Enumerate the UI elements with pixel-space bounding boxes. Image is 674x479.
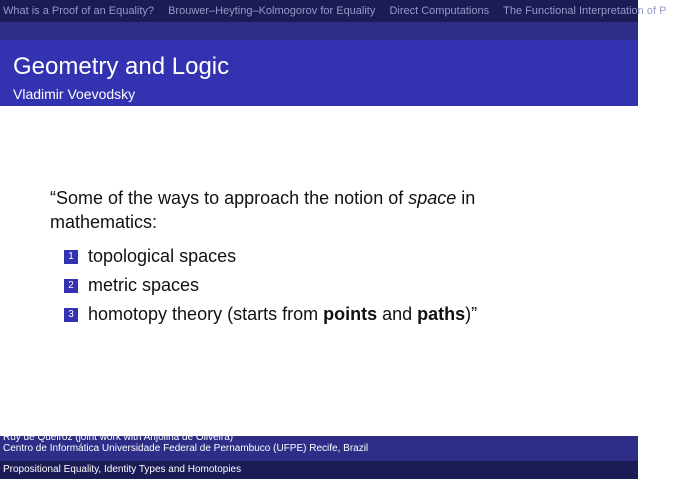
item-number-badge: 3: [64, 308, 78, 322]
list-item: [64, 242, 477, 271]
item-text-post: )”: [465, 304, 478, 324]
list-item: [64, 271, 477, 300]
item-text: metric spaces: [88, 275, 200, 295]
footer-title-bar: [0, 461, 638, 479]
footer-talk-title: Propositional Equality, Identity Types and Homotopies: [3, 464, 242, 475]
nav-item-bhk-for-equality[interactable]: Brouwer–Heyting–Kolmogorov for Equality: [168, 5, 376, 17]
item-number-badge: 2: [64, 279, 78, 293]
item-text-pre: homotopy theory (starts from: [88, 304, 324, 324]
item-text: topological spaces: [88, 246, 237, 266]
nav-item-proof-of-equality[interactable]: What is a Proof of an Equality?: [3, 5, 155, 17]
nav-item-functional-interpretation[interactable]: The Functional Interpretation of P: [503, 5, 667, 17]
quote-intro-emphasis: space: [408, 188, 457, 208]
quote-intro: [50, 186, 570, 234]
footer-affiliation: Centro de Informática Universidade Federal de Pernambuco (UFPE) Recife, Brazil: [3, 443, 369, 454]
item-number-badge: 1: [64, 250, 78, 264]
quote-intro-post: in mathematics:: [50, 188, 476, 232]
item-bold-points: points: [323, 304, 378, 324]
frame-title: Geometry and Logic: [13, 53, 230, 80]
frame-subtitle: Vladimir Voevodsky: [13, 86, 136, 102]
nav-subsection-bar: [0, 22, 638, 40]
quote-intro-pre: “Some of the ways to approach the notion of: [50, 188, 409, 208]
enumerated-list: [64, 242, 477, 329]
footer-authors: Ruy de Queiroz (joint work with Anjolina de Oliveira): [3, 432, 234, 443]
nav-item-direct-computations[interactable]: Direct Computations: [389, 5, 490, 17]
item-text-mid: and: [377, 304, 418, 324]
list-item: [64, 300, 477, 329]
footer-author-bar: [0, 432, 638, 461]
section-navigation: [0, 0, 667, 22]
item-text: [88, 304, 477, 325]
frame-title-bar: [0, 40, 638, 106]
item-bold-paths: paths: [417, 304, 466, 324]
